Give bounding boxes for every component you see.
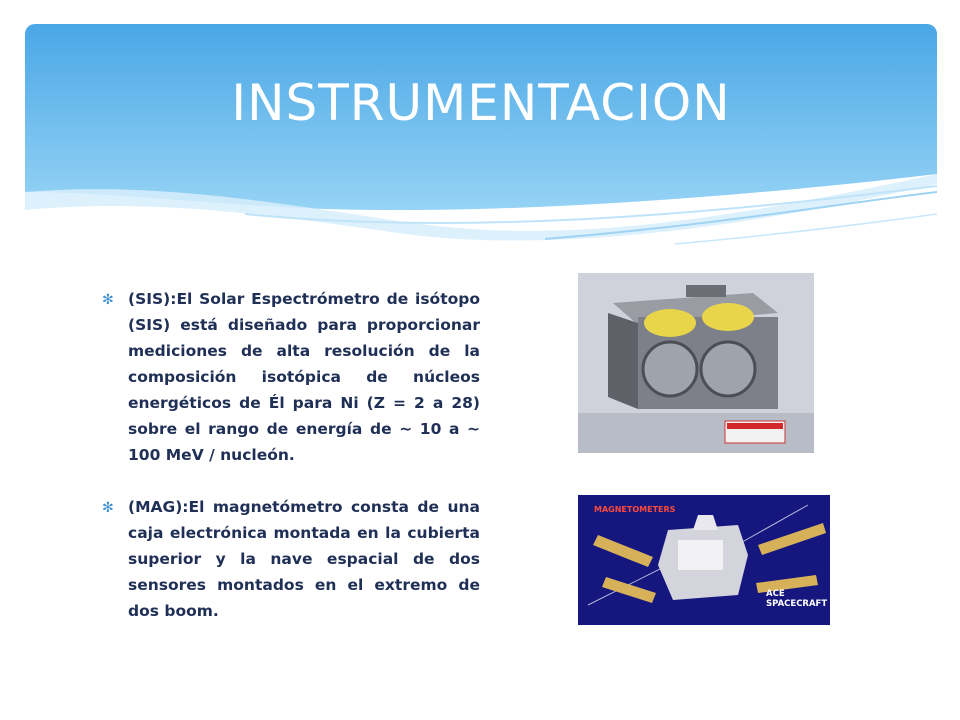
bullet-text: (SIS):El Solar Espectrómetro de isótopo (SIS) está diseñado para proporcionar mediciones de alta resolución de la composición isotópica de núcleos energéticos de Él para Ni (Z = 2 a 28) sobre el rango de energía de ~ 10 a ~ 100 MeV / nucleón. bbox=[128, 290, 480, 464]
sis-instrument-illustration bbox=[578, 273, 814, 453]
magnetometers-label: MAGNETOMETERS bbox=[594, 505, 676, 514]
page-title: INSTRUMENTACION bbox=[231, 74, 731, 132]
asterisk-bullet-icon: ✻ bbox=[102, 500, 114, 516]
mag-spacecraft-image bbox=[578, 495, 830, 625]
bullet-mag bbox=[102, 494, 480, 624]
bullet-text: (MAG):El magnetómetro consta de una caja electrónica montada en la cubierta superior y la nave espacial de dos sensores montados en el extremo de dos boom. bbox=[128, 498, 480, 620]
title-banner bbox=[25, 24, 937, 264]
ace-spacecraft-label bbox=[766, 589, 827, 609]
bullet-sis bbox=[102, 286, 480, 468]
asterisk-bullet-icon: ✻ bbox=[102, 292, 114, 308]
ace-label-line1: ACE bbox=[766, 589, 785, 599]
ace-label-line2: SPACECRAFT bbox=[766, 599, 828, 609]
content-body bbox=[102, 286, 480, 650]
sis-instrument-photo bbox=[578, 273, 814, 453]
banner-background bbox=[25, 24, 937, 264]
